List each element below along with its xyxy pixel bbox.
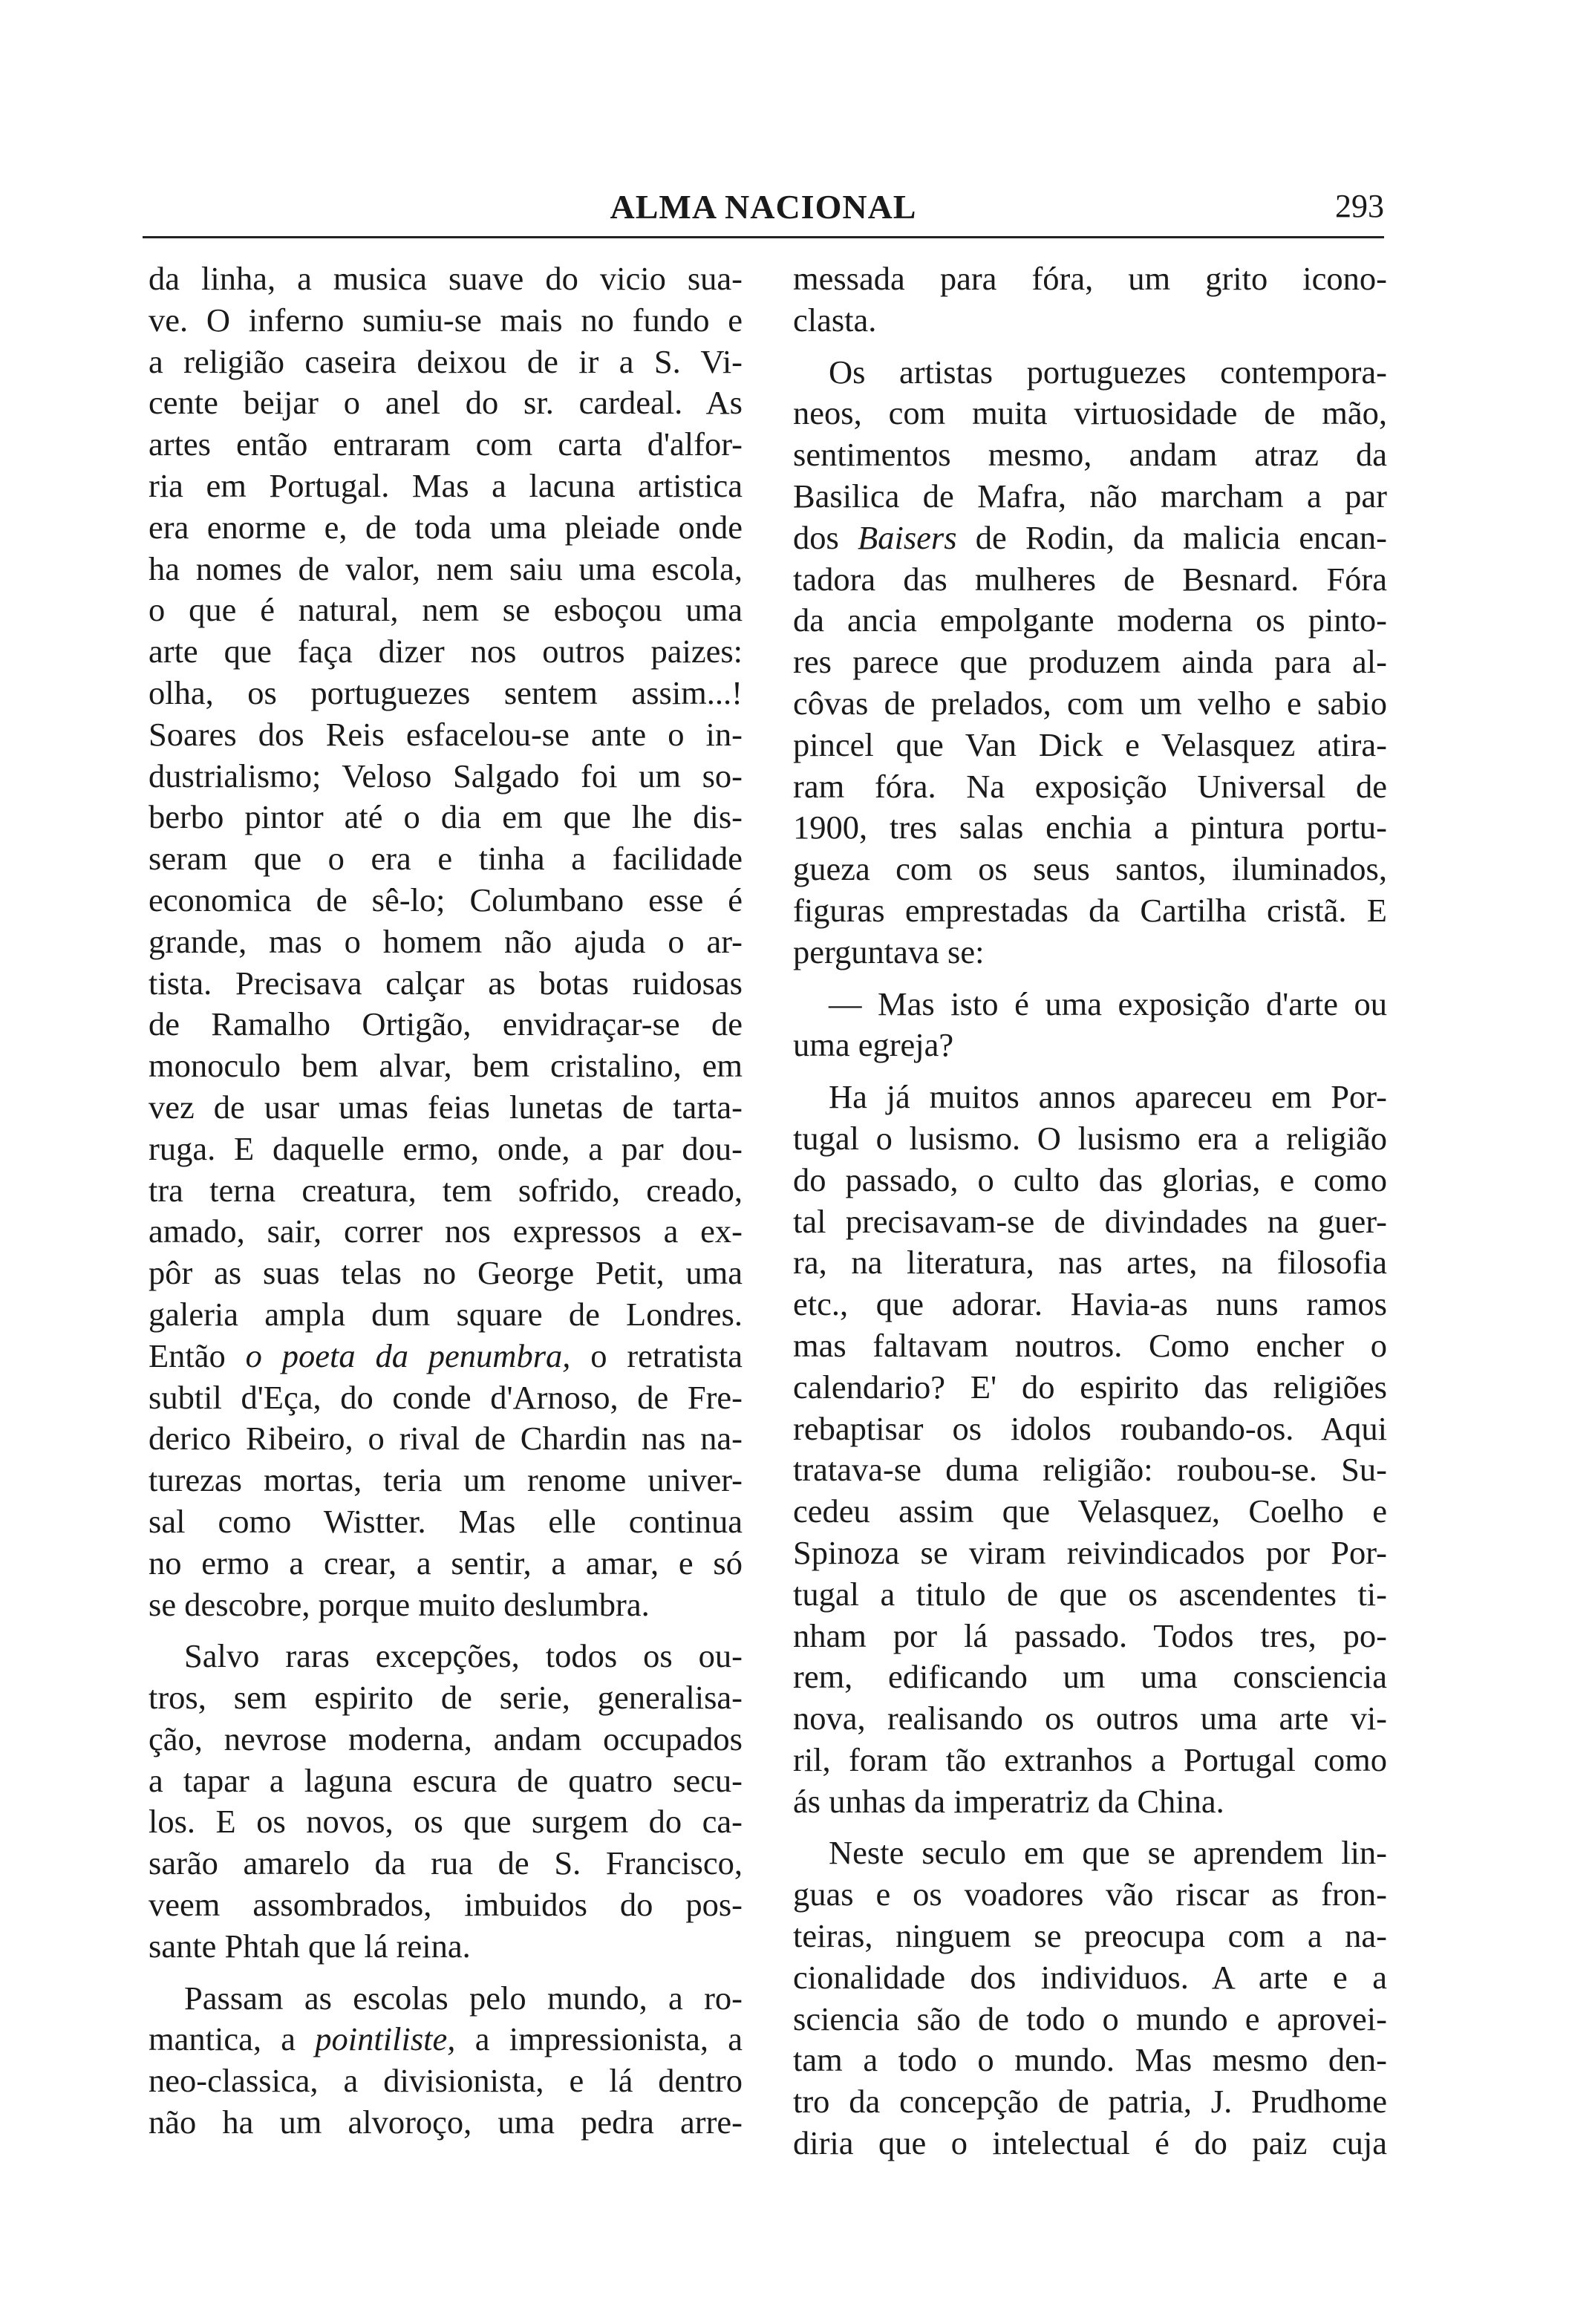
text-line: veem assombrados, imbuidos do pos- [149,1886,743,1924]
right-column [793,258,1387,2164]
text-line: etc., que adorar. Havia-as nuns ramos [793,1285,1387,1323]
left-column [149,258,743,2144]
text-line: sarão amarelo da rua de S. Francisco, [149,1844,743,1882]
text-line: a religião caseira deixou de ir a S. Vi- [149,342,743,380]
text-line: tadora das mulheres de Besnard. Fóra [793,560,1387,598]
text-line [793,518,1387,559]
header-rule [143,236,1384,238]
text-line: sentimentos mesmo, andam atraz da [793,436,1387,474]
text-line: grande, mas o homem não ajuda o ar- [149,922,743,960]
text-line: Spinoza se viram reivindicados por Por- [793,1533,1387,1571]
text-line: Basilica de Mafra, não marcham a par [793,477,1387,515]
text-line: ve. O inferno sumiu-se mais no fundo e [149,301,743,339]
paragraph-gap [793,342,1387,352]
text-line: de Ramalho Ortigão, envidraçar-se de [149,1005,743,1043]
italic-title: o poeta da penumbra, [245,1336,571,1374]
text-line: não ha um alvoroço, uma pedra arre- [149,2103,743,2141]
text-line: pincel que Van Dick e Velasquez atira- [793,725,1387,763]
text-line: no ermo a crear, a sentir, a amar, e só [149,1544,743,1582]
text-line: pôr as suas telas no George Petit, uma [149,1254,743,1292]
text-line: ruga. E daquelle ermo, onde, a par dou- [149,1129,743,1167]
text-line: tugal a titulo de que os ascendentes ti- [793,1575,1387,1613]
text-line: los. E os novos, os que surgem do ca- [149,1803,743,1841]
text-line: cedeu assim que Velasquez, Coelho e [793,1492,1387,1530]
text-line: derico Ribeiro, o rival de Chardin nas na- [149,1420,743,1458]
text-line: mas faltavam noutros. Como encher o [793,1326,1387,1364]
text-line: subtil d'Eça, do conde d'Arnoso, de Fre- [149,1378,743,1416]
text-segment: Então [149,1336,246,1374]
text-line: perguntava se: [793,933,985,970]
text-line: da linha, a musica suave do vicio sua- [149,260,743,297]
text-line: cente beijar o anel do sr. cardeal. As [149,384,743,422]
text-line: galeria ampla dum square de Londres. [149,1295,743,1333]
text-line: berbo pintor até o dia em que lhe dis- [149,798,743,836]
text-line: res parece que produzem ainda para al- [793,643,1387,681]
text-line: ha nomes de valor, nem saiu uma escola, [149,549,743,587]
text-line: ram fóra. Na exposição Universal de [793,767,1387,805]
text-line: seram que o era e tinha a facilidade [149,840,743,878]
text-line: tal precisavam-se de divindades na guer- [793,1202,1387,1240]
text-line: monoculo bem alvar, bem cristalino, em [149,1047,743,1085]
text-segment: o retratista [570,1336,743,1374]
text-segment: dos [793,518,858,556]
text-line: a tapar a laguna escura de quatro secu- [149,1761,743,1799]
text-line: ção, nevrose moderna, andam occupados [149,1720,743,1757]
text-line: guas e os voadores vão riscar as fron- [793,1876,1387,1913]
text-segment: de Rodin, da malicia encan- [956,518,1387,556]
paragraph-gap [793,973,1387,984]
paragraph-gap [793,1822,1387,1832]
text-line: neos, com muita virtuosidade de mão, [793,394,1387,432]
text-line: Os artistas portuguezes contempora- [829,353,1387,391]
text-line: o que é natural, nem se esboçou uma [149,591,743,629]
text-line: ra, na literatura, nas artes, na filosofia [793,1244,1387,1282]
text-line: neo-classica, a divisionista, e lá dentro [149,2062,743,2100]
italic-title: Baisers [858,518,957,556]
page-number: 293 [1335,188,1384,224]
text-line: nham por lá passado. Todos tres, po- [793,1616,1387,1654]
text-line: teiras, ninguem se preocupa com a na- [793,1917,1387,1955]
page-header [143,177,1384,236]
text-line: calendario? E' do espirito das religiões [793,1368,1387,1406]
text-line: Soares dos Reis esfacelou-se ante o in- [149,715,743,753]
text-line: figuras emprestadas da Cartilha cristã. E [793,891,1387,929]
text-line: artes então entraram com carta d'alfor- [149,425,743,463]
text-line: messada para fóra, um grito icono- [793,260,1387,297]
text-line: amado, sair, correr nos expressos a ex- [149,1212,743,1250]
text-line: arte que faça dizer nos outros paizes: [149,633,743,670]
text-line: tugal o lusismo. O lusismo era a religião [793,1119,1387,1157]
running-title: ALMA NACIONAL [610,188,917,226]
text-line: ril, foram tão extranhos a Portugal como [793,1740,1387,1778]
text-segment: a impressionista, a [455,2020,743,2058]
text-line: da ancia empolgante moderna os pinto- [793,601,1387,639]
text-line: gueza com os seus santos, iluminados, [793,850,1387,888]
text-line: Salvo raras excepções, todos os ou- [184,1637,743,1675]
text-line: do passado, o culto das glorias, e como [793,1161,1387,1198]
text-line [149,1336,743,1377]
text-line: Passam as escolas pelo mundo, a ro- [184,1979,743,2017]
paragraph-gap [149,1625,743,1636]
paragraph-gap [149,1968,743,1978]
text-segment: mantica, a [149,2020,316,2058]
text-line: 1900, tres salas enchia a pintura portu- [793,809,1387,846]
text-line: tro da concepção de patria, J. Prudhome [793,2083,1387,2121]
text-line: ás unhas da imperatriz da China. [793,1782,1224,1820]
paragraph-gap [793,1066,1387,1077]
text-line: rem, edificando um uma consciencia [793,1658,1387,1696]
text-line: tista. Precisava calçar as botas ruidosas [149,964,743,1002]
text-line: côvas de prelados, com um velho e sabio [793,684,1387,722]
text-line: se descobre, porque muito deslumbra. [149,1585,650,1623]
text-line: — Mas isto é uma exposição d'arte ou [829,985,1387,1022]
text-line: nova, realisando os outros uma arte vi- [793,1700,1387,1737]
text-line: rebaptisar os idolos roubando-os. Aqui [793,1409,1387,1447]
text-line: sal como Wistter. Mas elle continua [149,1502,743,1540]
text-line: clasta. [793,301,877,339]
text-line: economica de sê-lo; Columbano esse é [149,881,743,918]
text-line: diria que o intelectual é do paiz cuja [793,2124,1387,2162]
text-line: ria em Portugal. Mas a lacuna artistica [149,466,743,504]
text-line: era enorme e, de toda uma pleiade onde [149,508,743,546]
text-line: turezas mortas, teria um renome univer- [149,1461,743,1499]
text-line [149,2019,743,2060]
text-line: Neste seculo em que se aprendem lin- [829,1834,1387,1872]
text-line: dustrialismo; Veloso Salgado foi um so- [149,757,743,794]
text-line: tam a todo o mundo. Mas mesmo den- [793,2041,1387,2079]
text-line: tra terna creatura, tem sofrido, creado, [149,1171,743,1209]
text-line: uma egreja? [793,1026,954,1064]
text-line: vez de usar umas feias lunetas de tarta- [149,1088,743,1126]
text-line: sciencia são de todo o mundo e aprovei- [793,2000,1387,2037]
text-line: sante Phtah que lá reina. [149,1927,471,1965]
text-line: Ha já muitos annos apareceu em Por- [829,1078,1387,1116]
text-line: olha, os portuguezes sentem assim...! [149,673,743,711]
text-line: tratava-se duma religião: roubou-se. Su- [793,1451,1387,1489]
italic-title: pointiliste, [315,2020,456,2058]
text-line: cionalidade dos individuos. A arte e a [793,1958,1387,1996]
text-line: tros, sem espirito de serie, generalisa- [149,1679,743,1717]
